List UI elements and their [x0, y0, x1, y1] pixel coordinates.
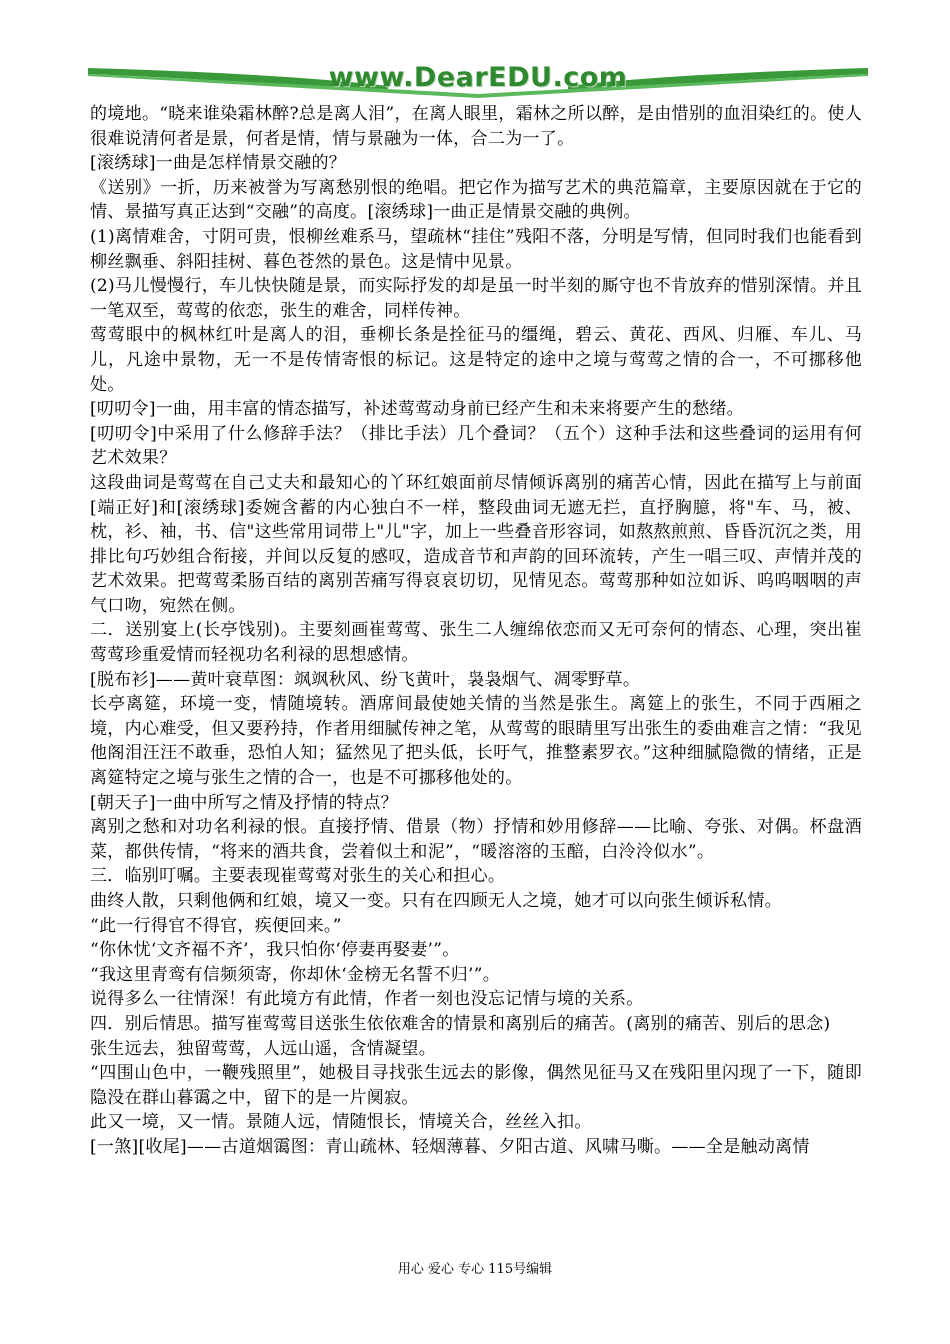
document-body — [90, 102, 862, 1160]
paragraph: [一煞][收尾]——古道烟霭图：青山疏林、轻烟薄暮、夕阳古道、风啸马嘶。——全是触动离情 — [90, 1136, 810, 1157]
paragraph: (2)马儿慢慢行，车儿快快随是景，而实际抒发的却是虽一时半刻的厮守也不肯放弃的惜别深情。并且一笔双至，莺莺的依恋，张生的难舍，同样传神。 — [90, 276, 862, 321]
paragraph: 此又一境，又一情。景随人远，情随恨长，情境关合，丝丝入扣。 — [90, 1112, 592, 1133]
paragraph: 曲终人散，只剩他俩和红娘，境又一变。只有在四顾无人之境，她才可以向张生倾诉私情。 — [90, 891, 782, 911]
paragraph: 张生远去，独留莺莺，人远山遥，含情凝望。 — [90, 1038, 436, 1059]
paragraph: [滚绣球]一曲是怎样情景交融的？ — [90, 153, 347, 174]
paragraph: 的境地。“晓来谁染霜林醉?总是离人泪”，在离人眼里，霜林之所以醉，是由惜别的血泪染红的。使人很难说清何者是景，何者是情，情与景融为一体，合二为一了。 — [90, 104, 862, 149]
section-heading-2: 二．送别宴上(长亭饯别)。主要刻画崔莺莺、张生二人缠绵依恋而又无可奈何的情态、心理，突出崔莺莺珍重爱情而轻视功名利禄的思想感情。 — [90, 620, 862, 666]
quote-line: “我这里青鸾有信频须寄，你却休‘金榜无名誓不归’”。 — [90, 964, 500, 985]
page-footer: 用心 爱心 专心 115号编辑 — [397, 1262, 553, 1277]
paragraph: “四围山色中，一鞭残照里”，她极目寻找张生远去的影像，偶然见征马又在残阳里闪现了一下，随即隐没在群山暮霭之中，留下的是一片阒寂。 — [90, 1063, 862, 1108]
paragraph: 莺莺眼中的枫林红叶是离人的泪，垂柳长条是拴征马的缰绳，碧云、黄花、西风、归雁、车儿、马儿，凡途中景物，无一不是传情寄恨的标记。这是特定的途中之境与莺莺之情的合一，不可挪移他处。 — [90, 325, 862, 395]
paragraph: [叨叨令]一曲，用丰富的情态描写，补述莺莺动身前已经产生和未来将要产生的愁绪。 — [90, 399, 744, 420]
paragraph: (1)离情难舍，寸阴可贵，恨柳丝难系马，望疏林“挂住”残阳不落，分明是写情，但同时我们也能看到柳丝飘垂、斜阳挂树、暮色苍然的景色。这是情中见景。 — [90, 226, 862, 272]
section-heading-4: 四．别后情思。描写崔莺莺目送张生依依难舍的情景和离别后的痛苦。(离别的痛苦、别后的思念) — [90, 1013, 831, 1034]
paragraph: 这段曲词是莺莺在自己丈夫和最知心的丫环红娘面前尽情倾诉离别的痛苦心情，因此在描写上与前面[端正好]和[滚绣球]委婉含蓄的内心独白不一样，整段曲词无遮无拦，直抒胸臆，将"车、马，被、枕，衫、袖，书、信"这些常用词带上"儿"字，加上一些叠音形容词，如熬熬煎煎、昏昏沉沉之类，用排比句巧妙组合衔接，并间以反复的感叹，造成音节和声韵的回环流转，产生一唱三叹、声情并茂的艺术效果。把莺莺柔肠百结的离别苦痛写得哀哀切切，见情见态。莺莺那种如泣如诉、呜呜咽咽的声气口吻，宛然在侧。 — [90, 472, 862, 616]
paragraph: [朝天子]一曲中所写之情及抒情的特点？ — [90, 792, 398, 813]
quote-line: “你休忧‘文齐福不齐’，我只怕你‘停妻再娶妻’”。 — [90, 940, 460, 961]
paragraph: [叨叨令]中采用了什么修辞手法？（排比手法）几个叠词？（五个）这种手法和这些叠词的运用有何艺术效果？ — [90, 423, 862, 469]
paragraph: 《送别》一折，历来被誉为写离愁别恨的绝唱。把它作为描写艺术的典范篇章，主要原因就在于它的情、景描写真正达到“交融”的高度。[滚绣球]一曲正是情景交融的典例。 — [90, 177, 862, 223]
site-header — [88, 56, 868, 100]
quote-line: “此一行得官不得官，疾便回来。” — [90, 915, 342, 936]
site-logo[interactable]: www.DearEDU.com — [328, 62, 628, 93]
paragraph: 说得多么一往情深！有此境方有此情，作者一刻也没忘记情与境的关系。 — [90, 989, 644, 1010]
paragraph: 长亭离筵，环境一变，情随境转。酒席间最使她关情的当然是张生。离筵上的张生，不同于西厢之境，内心难受，但又要矜持，作者用细腻传神之笔，从莺莺的眼睛里写出张生的委曲难言之情：“我见他阁泪汪汪不敢垂，恐怕人知；猛然见了把头低，长吁气，推整素罗衣。”这种细腻隐微的情绪，正是离筵特定之境与张生之情的合一，也是不可挪移他处的。 — [90, 694, 862, 789]
paragraph: 离别之愁和对功名利禄的恨。直接抒情、借景（物）抒情和妙用修辞——比喻、夸张、对偶。杯盘酒菜，都供传情，“将来的酒共食，尝着似土和泥”，“暖溶溶的玉醅，白泠泠似水”。 — [90, 817, 862, 862]
section-heading-3: 三．临别叮嘱。主要表现崔莺莺对张生的关心和担心。 — [90, 866, 506, 887]
paragraph: [脱布衫]——黄叶衰草图：飒飒秋风、纷飞黄叶，袅袅烟气、凋零野草。 — [90, 669, 641, 690]
